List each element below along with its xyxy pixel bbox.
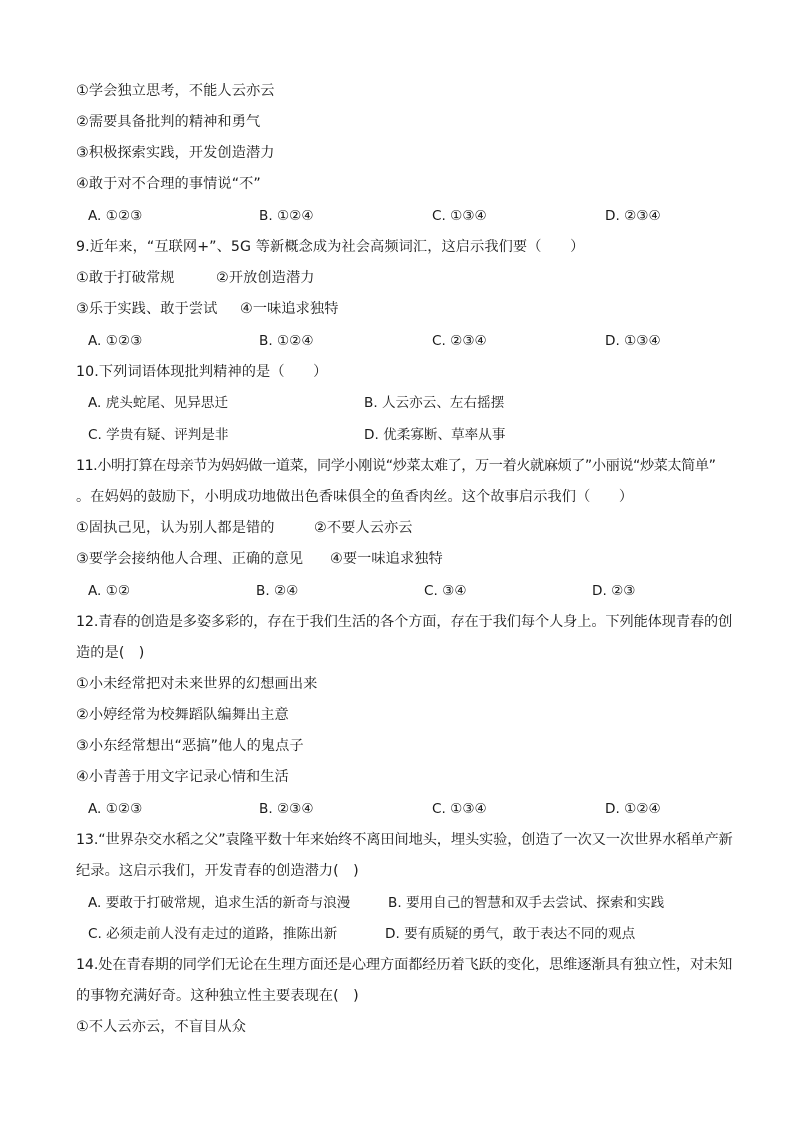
q13-option-a: A. 要敢于打破常规，追求生活的新奇与浪漫 (88, 895, 351, 911)
q13-option-d: D. 要有质疑的勇气，敢于表达不同的观点 (385, 926, 636, 942)
q13-option-c: C. 必须走前人没有走过的道路，推陈出新 (88, 926, 338, 942)
q13-stem-line-1: 13.“世界杂交水稻之父”袁隆平数十年来始终不离田间地头，埋头实验，创造了一次又一次世界水稻单产新 (76, 832, 733, 848)
q11-option-a: A. ①② (88, 583, 131, 599)
q11-option-b: B. ②④ (256, 583, 299, 599)
q8-option-d: D. ②③④ (605, 208, 661, 224)
q11-option-d: D. ②③ (592, 583, 636, 599)
q10-option-b: B. 人云亦云、左右摇摆 (364, 395, 505, 411)
q8-item-4: ④敢于对不合理的事情说“不” (76, 176, 261, 192)
q12-item-1: ①小未经常把对未来世界的幻想画出来 (76, 676, 318, 692)
q12-item-3: ③小东经常想出“恶搞”他人的鬼点子 (76, 738, 304, 754)
q11-item-3: ③要学会接纳他人合理、正确的意见 (76, 551, 304, 567)
q12-option-d: D. ①②④ (605, 801, 661, 817)
q9-option-c: C. ②③④ (432, 333, 487, 349)
q14-stem-line-1: 14.处在青春期的同学们无论在生理方面还是心理方面都经历着飞跃的变化，思维逐渐具有独立性，对未知 (76, 957, 733, 973)
q9-item-2: ②开放创造潜力 (216, 270, 315, 286)
q8-option-a: A. ①②③ (88, 208, 143, 224)
q11-item-1: ①固执己见，认为别人都是错的 (76, 520, 275, 536)
q11-item-2: ②不要人云亦云 (314, 520, 413, 536)
q12-item-4: ④小青善于用文字记录心情和生活 (76, 769, 289, 785)
q14-item-1: ①不人云亦云，不盲目从众 (76, 1019, 246, 1035)
q10-option-c: C. 学贵有疑、评判是非 (88, 427, 229, 443)
q9-option-b: B. ①②④ (259, 333, 314, 349)
q12-option-b: B. ②③④ (259, 801, 314, 817)
q13-option-b: B. 要用自己的智慧和双手去尝试、探索和实践 (388, 895, 665, 911)
q8-option-c: C. ①③④ (432, 208, 487, 224)
q14-stem-line-2: 的事物充满好奇。这种独立性主要表现在( ) (76, 988, 359, 1004)
q9-item-4: ④一味追求独特 (240, 301, 339, 317)
q9-item-3: ③乐于实践、敢于尝试 (76, 301, 218, 317)
q12-option-a: A. ①②③ (88, 801, 143, 817)
q8-option-b: B. ①②④ (259, 208, 314, 224)
q10-option-d: D. 优柔寡断、草率从事 (364, 427, 506, 443)
q11-stem-line-1: 11.小明打算在母亲节为妈妈做一道菜，同学小刚说“炒菜太难了，万一着火就麻烦了”小丽说“炒菜太简单” (76, 458, 716, 474)
q12-item-2: ②小婷经常为校舞蹈队编舞出主意 (76, 707, 289, 723)
q9-stem: 9.近年来，“互联网+”、5G 等新概念成为社会高频词汇，这启示我们要（ ） (76, 239, 585, 255)
q9-option-d: D. ①③④ (605, 333, 661, 349)
q8-item-1: ①学会独立思考，不能人云亦云 (76, 83, 275, 99)
q12-stem-line-2: 造的是( ) (76, 645, 145, 661)
q13-stem-line-2: 纪录。这启示我们，开发青春的创造潜力( ) (76, 863, 359, 879)
q11-stem-line-2: 。在妈妈的鼓励下，小明成功地做出色香味俱全的鱼香肉丝。这个故事启示我们（ ） (76, 489, 634, 505)
q12-stem-line-1: 12.青春的创造是多姿多彩的，存在于我们生活的各个方面，存在于我们每个人身上。下列能体现青春的创 (76, 614, 733, 630)
q8-item-2: ②需要具备批判的精神和勇气 (76, 114, 261, 130)
q10-stem: 10.下列词语体现批判精神的是（ ） (76, 364, 328, 380)
q9-option-a: A. ①②③ (88, 333, 143, 349)
q9-item-1: ①敢于打破常规 (76, 270, 175, 286)
q8-item-3: ③积极探索实践，开发创造潜力 (76, 145, 275, 161)
q11-item-4: ④要一味追求独特 (330, 551, 443, 567)
q12-option-c: C. ①③④ (432, 801, 487, 817)
q11-option-c: C. ③④ (424, 583, 467, 599)
q10-option-a: A. 虎头蛇尾、见异思迁 (88, 395, 229, 411)
